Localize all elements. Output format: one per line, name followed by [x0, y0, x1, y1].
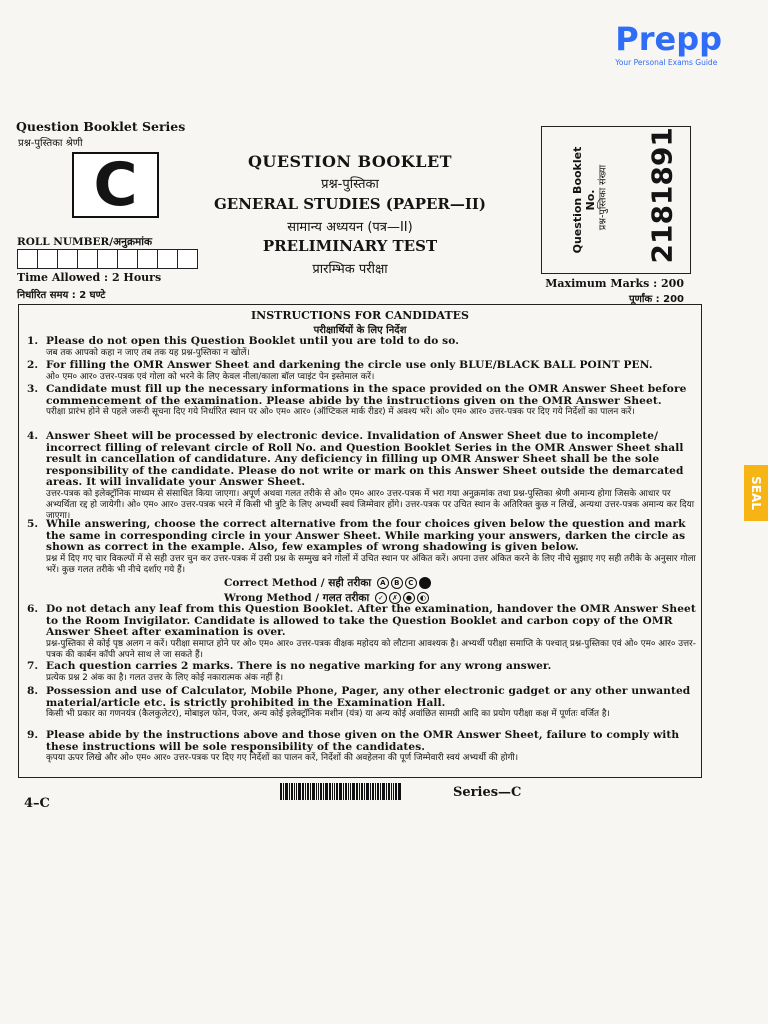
- time-allowed-hindi: निर्धारित समय : 2 घण्टे: [17, 290, 106, 301]
- item-number: 6.: [27, 603, 39, 615]
- max-marks: Maximum Marks : 200: [545, 277, 684, 290]
- brand-name: Prepp: [615, 20, 722, 58]
- roll-number-label: ROLL NUMBER/अनुक्रमांक: [17, 236, 153, 248]
- instruction-item: [25, 336, 697, 359]
- item-text-hindi: किसी भी प्रकार का गणनयंत्र (कैलकुलेटर), मोबाइल फोन, पेजर, अन्य कोई इलेक्ट्रॉनिक मशीन (यंत्र) या अन्य कोई अवांछित सामग्री आदि का प्रयोग परीक्षा कक्ष में पूर्णतः वर्जित है।: [46, 709, 610, 719]
- exam-title: PRELIMINARY TEST: [262, 237, 438, 255]
- item-number: 7.: [27, 660, 39, 672]
- item-text-hindi: प्रश्न में दिए गए चार विकल्पों में से सही उत्तर चुन कर उत्तर-पत्रक में उसी प्रश्न के सम्मुख बने गोलों में उचित स्थान पर अंकित करें। अपना उत्तर अंकित करने के लिए नीचे सुझाए गए सही तरीके के अनुसार गोला भरें। कुछ गलत तरीके भी नीचे दर्शाए गये हैं।: [46, 553, 696, 575]
- booklet-number-label: Question Booklet No.: [571, 146, 597, 254]
- item-number: 2.: [27, 359, 39, 371]
- barcode: [280, 783, 428, 800]
- half-filled-circle-icon: ◐: [417, 592, 429, 604]
- dot-circle-icon: ●: [403, 592, 415, 604]
- subject-title-hindi: सामान्य अध्ययन (पत्र—II): [287, 220, 413, 235]
- instruction-item: [25, 384, 697, 418]
- filled-circle-icon: [419, 577, 431, 589]
- item-text: Candidate must fill up the necessary informations in the space provided on the OMR Answer Sheet before commencement of the examination. Please abide by the instructions given on the OMR Answer Sheet.: [46, 383, 687, 407]
- item-text: Do not detach any leaf from this Question Booklet. After the examination, handover the OMR Answer Sheet to the Room Invigilator. Candidate is allowed to take the Question Booklet and carbon copy of the OMR Answer Sheet after examination is over.: [46, 603, 696, 638]
- seal-tab[interactable]: [744, 465, 768, 521]
- option-c-icon: C: [405, 577, 417, 589]
- instruction-item: [25, 661, 697, 684]
- instruction-item: [25, 686, 697, 720]
- item-text: Please do not open this Question Booklet until you are told to do so.: [46, 335, 459, 347]
- series-label: Question Booklet Series: [16, 119, 186, 134]
- correct-method-label: Correct Method / सही तरीका: [224, 577, 372, 589]
- item-text-hindi: जब तक आपको कहा न जाए तब तक यह प्रश्न-पुस्तिका न खोलें।: [46, 347, 250, 358]
- brand-tagline: Your Personal Exams Guide: [615, 58, 718, 67]
- wrong-method-label: Wrong Method / गलत तरीका: [224, 592, 370, 604]
- item-text-hindi: ओ० एम० आर० उत्तर-पत्रक एवं गोला को भरने के लिए केवल नीला/काला बॉल प्वाइंट पेन इस्तेमाल करें।: [46, 371, 375, 382]
- option-b-icon: B: [391, 577, 403, 589]
- series-footer: Series—C: [453, 785, 522, 800]
- cross-circle-icon: ✗: [389, 592, 401, 604]
- instruction-item: [25, 604, 697, 661]
- instruction-item: [25, 360, 697, 383]
- booklet-number-box: [541, 126, 691, 274]
- booklet-title-hindi: प्रश्न-पुस्तिका: [321, 177, 379, 192]
- max-marks-hindi: पूर्णांक : 200: [628, 294, 684, 305]
- item-text: Possession and use of Calculator, Mobile Phone, Pager, any other electronic gadget or any other unwanted material/article etc. is strictly prohibited in the Examination Hall.: [46, 685, 691, 709]
- brand-logo: [615, 22, 722, 67]
- subject-title: GENERAL STUDIES (PAPER—II): [213, 195, 487, 213]
- item-text-hindi: परीक्षा प्रारंभ होने से पहले जरूरी सूचना दिए गये निर्धारित स्थान पर ओ० एम० आर० (ऑप्टिकल मार्क रीडर) में अवश्य भरें। ओ० एम० आर० उत्तर-पत्रक पर दिए गये निर्देशों का पालन करें।: [46, 407, 635, 417]
- item-text-hindi: कृपया ऊपर लिखे और ओ० एम० आर० उत्तर-पत्रक पर दिए गए निर्देशों का पालन करें, निर्देशों की अवहेलना की पूर्ण जिम्मेवारी स्वयं अभ्यर्थी की होगी।: [46, 753, 519, 763]
- booklet-number: 2181891: [645, 127, 679, 264]
- instructions-box: [18, 304, 702, 778]
- correct-method: [224, 576, 431, 590]
- item-number: 5.: [27, 518, 39, 530]
- item-number: 8.: [27, 685, 39, 697]
- tick-circle-icon: ✓: [375, 592, 387, 604]
- item-text-hindi: प्रत्येक प्रश्न 2 अंक का है। गलत उत्तर के लिए कोई नकारात्मक अंक नहीं है।: [46, 672, 284, 683]
- seal-tab-label: SEAL: [749, 476, 763, 510]
- item-number: 1.: [27, 335, 39, 347]
- instructions-title: INSTRUCTIONS FOR CANDIDATES: [251, 309, 469, 322]
- item-number: 4.: [27, 430, 39, 442]
- item-text: Answer Sheet will be processed by electronic device. Invalidation of Answer Sheet due to incomplete/ incorrect filling of relevant circle of Roll No. and Question Booklet Series in the OMR Answer Sheet shall result in cancellation of candidature. Any deficiency in filling up OMR Answer Sheet shall be the sole responsibility of the candidate. Please do not write or mark on this Answer Sheet outside the demarcated areas. It will invalidate your Answer Sheet.: [46, 430, 684, 488]
- time-allowed: Time Allowed : 2 Hours: [17, 271, 162, 284]
- item-text-hindi: प्रश्न-पुस्तिका से कोई पृष्ठ अलग न करें। परीक्षा समाप्त होने पर ओ० एम० आर० उत्तर-पत्रक वीक्षक महोदय को लौटाना आवश्यक है। अभ्यर्थी परीक्षा समाप्ति के पश्चात् प्रश्न-पुस्तिका एवं ओ० एम० आर० उत्तर-पत्रक की कार्बन कॉपी अपने साथ ले जा सकते हैं।: [46, 638, 696, 660]
- series-letter-box: [72, 152, 159, 218]
- item-number: 3.: [27, 383, 39, 395]
- series-label-hindi: प्रश्न-पुस्तिका श्रेणी: [18, 138, 83, 149]
- item-text: Each question carries 2 marks. There is no negative marking for any wrong answer.: [46, 660, 552, 672]
- booklet-title: QUESTION BOOKLET: [247, 152, 453, 171]
- item-text-hindi: उत्तर-पत्रक को इलेक्ट्रॉनिक माध्यम से संसाधित किया जाएगा। अपूर्ण अथवा गलत तरीके से ओ० एम० आर० उत्तर-पत्रक में भरा गया अनुक्रमांक तथा प्रश्न-पुस्तिका श्रेणी अमान्य होगा जिसके आधार पर अभ्यर्थिता रद्द हो जायेगी। ओ० एम० आर० उत्तर-पत्रक भरने में किसी भी त्रुटि के लिए अभ्यर्थी स्वयं जिम्मेवार होंगे। उत्तर-पत्रक पर उचित स्थान के अतिरिक्त कुछ न लिखें, अन्यथा उत्तर-पत्रक अमान्य कर दिया जाएगा।: [46, 488, 694, 521]
- booklet-number-label-hindi: प्रश्न-पुस्तिका संख्या: [597, 164, 609, 231]
- series-letter: C: [93, 150, 138, 220]
- exam-title-hindi: प्रारम्भिक परीक्षा: [312, 262, 388, 277]
- instruction-item: [25, 519, 697, 576]
- page-code: 4–C: [24, 796, 50, 811]
- item-number: 9.: [27, 729, 39, 741]
- option-a-icon: A: [377, 577, 389, 589]
- item-text: Please abide by the instructions above and those given on the OMR Answer Sheet, failure to comply with these instructions will be sole responsibility of the candidates.: [46, 729, 680, 753]
- instruction-item: [25, 431, 697, 522]
- item-text: For filling the OMR Answer Sheet and darkening the circle use only BLUE/BLACK BALL POINT PEN.: [46, 359, 653, 371]
- item-text: While answering, choose the correct alternative from the four choices given below the question and mark the same in corresponding circle in your Answer Sheet. While marking your answers, darken the circle as shown as correct in the example. Also, few examples of wrong shadowing is given below.: [46, 518, 686, 553]
- instructions-title-hindi: परीक्षार्थियों के लिए निर्देश: [313, 325, 407, 336]
- instruction-item: [25, 730, 697, 764]
